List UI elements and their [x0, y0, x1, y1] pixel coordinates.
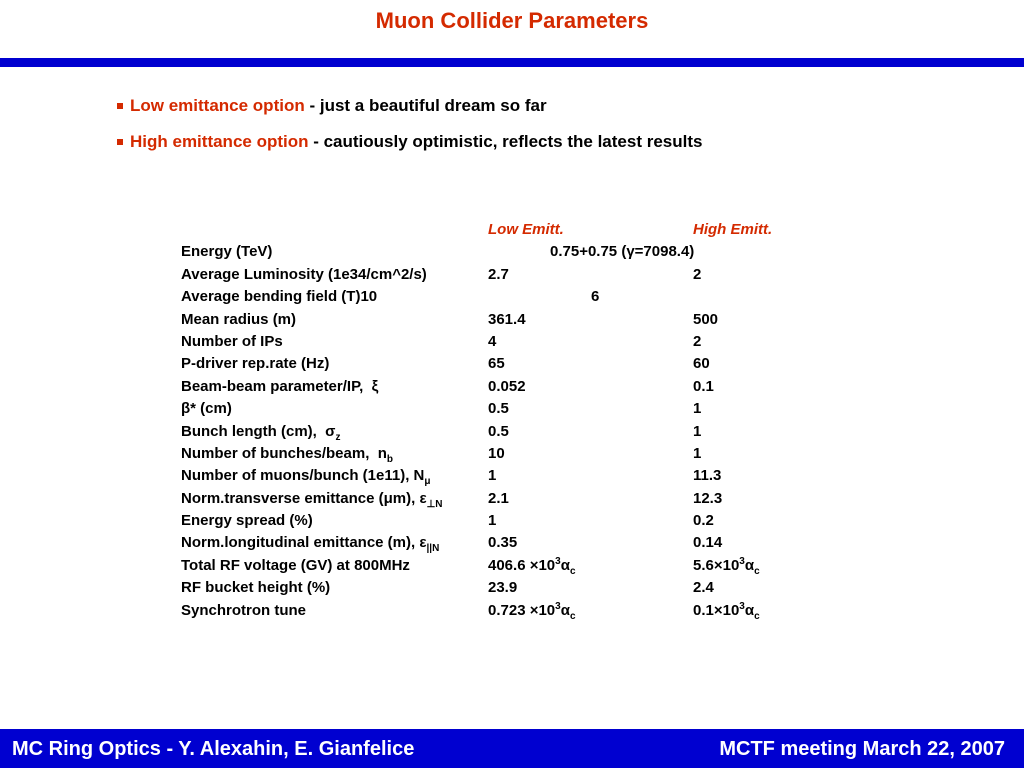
- bullet-text: - just a beautiful dream so far: [304, 96, 547, 115]
- param-value-low: 10: [488, 444, 505, 462]
- param-value-low: 1: [488, 467, 497, 485]
- param-label: [181, 443, 393, 465]
- top-rule: [0, 58, 1024, 67]
- value-text: 0.1×10: [693, 601, 740, 619]
- param-value-low: 4: [488, 332, 497, 350]
- param-value-low: 1: [488, 512, 497, 530]
- label-text: Beam-beam parameter/IP,: [181, 377, 372, 395]
- label-text: Number of bunches/beam, n: [181, 444, 387, 462]
- header-low-emittance: Low Emitt.: [488, 221, 564, 238]
- subscript: μ: [424, 476, 431, 488]
- gamma-symbol: γ: [626, 243, 635, 261]
- param-label: [181, 398, 232, 420]
- param-value-low: [488, 600, 576, 622]
- label-text: Norm.longitudinal emittance (m),: [181, 534, 420, 552]
- footer-meeting: MCTF meeting March 22, 2007: [719, 738, 1005, 760]
- param-value-low: 23.9: [488, 579, 518, 597]
- param-label: Total RF voltage (GV) at 800MHz: [181, 556, 410, 574]
- subscript: b: [386, 453, 393, 465]
- param-value-high: [693, 600, 760, 622]
- param-label: P-driver rep.rate (Hz): [181, 355, 330, 373]
- param-label: Synchrotron tune: [181, 601, 307, 619]
- param-label: Mean radius (m): [181, 310, 297, 328]
- param-value-low: 0.052: [488, 377, 526, 395]
- slide-title: Muon Collider Parameters: [375, 8, 649, 33]
- param-value-high: 0.1: [693, 377, 714, 395]
- param-value-low: 361.4: [488, 310, 526, 328]
- param-value-low: 0.5: [488, 400, 509, 418]
- param-label: Energy (TeV): [181, 243, 273, 261]
- bullet-square-icon: [117, 103, 123, 109]
- bullet-highlight: Low emittance option: [130, 96, 305, 115]
- param-value-shared: [550, 241, 694, 263]
- subscript: c: [569, 610, 576, 622]
- param-value-low: [488, 555, 576, 577]
- label-text: Number of muons/bunch (1e11), N: [181, 467, 425, 485]
- superscript: 3: [739, 600, 745, 612]
- alpha-symbol: α: [744, 556, 755, 574]
- subscript: c: [569, 565, 576, 577]
- label-text: m),: [392, 489, 420, 507]
- bullet-square-icon: [117, 139, 123, 145]
- subscript: ||N: [426, 543, 440, 555]
- sigma-symbol: σ: [325, 422, 336, 440]
- param-value-high: 1: [693, 422, 702, 440]
- value-text: 406.6 ×10: [488, 556, 556, 574]
- subscript: ⊥N: [426, 498, 443, 510]
- value-text: 0.75+0.75 (: [550, 243, 627, 261]
- param-value-low: 0.35: [488, 534, 518, 552]
- param-value-high: 500: [693, 310, 719, 328]
- param-label: RF bucket height (%): [181, 579, 331, 597]
- param-value-high: 2: [693, 332, 702, 350]
- alpha-symbol: α: [560, 556, 570, 574]
- param-label: Energy spread (%): [181, 512, 313, 530]
- bullet-high-emittance: [117, 132, 702, 168]
- param-value-high: 1: [693, 400, 702, 418]
- epsilon-symbol: ε: [419, 489, 427, 507]
- label-text: (cm): [196, 400, 232, 418]
- value-text: 5.6×10: [693, 556, 740, 574]
- subscript: c: [754, 610, 760, 622]
- superscript: 3: [739, 555, 745, 567]
- value-text: =7098.4): [634, 243, 695, 261]
- param-value-low: 2.1: [488, 489, 509, 507]
- param-label: [181, 465, 431, 487]
- param-value-high: 2: [693, 265, 702, 283]
- superscript: 3: [555, 600, 561, 612]
- alpha-symbol: α: [560, 601, 570, 619]
- value-text: 0.723 ×10: [488, 601, 556, 619]
- beta-star-symbol: β*: [181, 400, 196, 418]
- bullet-highlight: High emittance option: [130, 132, 309, 151]
- xi-symbol: ξ: [371, 377, 379, 395]
- bullet-list: [117, 96, 702, 168]
- mu-symbol: μ: [383, 489, 393, 507]
- epsilon-symbol: ε: [419, 534, 427, 552]
- subscript: c: [754, 565, 760, 577]
- param-value-low: 0.5: [488, 422, 509, 440]
- param-label: Average Luminosity (1e34/cm^2/s): [181, 265, 427, 283]
- param-label: Number of IPs: [181, 332, 283, 350]
- param-value-high: 1: [693, 444, 702, 462]
- param-value-low: 2.7: [488, 265, 509, 283]
- param-value-low: 65: [488, 355, 505, 373]
- label-text: Bunch length (cm),: [181, 422, 326, 440]
- bullet-text: - cautiously optimistic, reflects the latest results: [308, 132, 703, 151]
- param-value-high: [693, 555, 760, 577]
- header-high-emittance: High Emitt.: [693, 221, 773, 238]
- superscript: 3: [555, 555, 561, 567]
- footer-authors: MC Ring Optics - Y. Alexahin, E. Gianfelice: [12, 738, 415, 760]
- param-label: [181, 532, 439, 554]
- label-text: Norm.transverse emittance (: [181, 489, 384, 507]
- bullet-low-emittance: [117, 96, 702, 132]
- param-value-high: 11.3: [693, 467, 722, 485]
- param-value-high: 12.3: [693, 489, 723, 507]
- param-label: Average bending field (T)10: [181, 288, 378, 306]
- param-value-high: 0.2: [693, 512, 714, 530]
- param-label: [181, 421, 340, 443]
- param-value-high: 0.14: [693, 534, 723, 552]
- param-value-high: 60: [693, 355, 710, 373]
- param-value-shared: 6: [591, 288, 600, 306]
- alpha-symbol: α: [744, 601, 755, 619]
- subscript: z: [335, 431, 341, 443]
- param-label: [181, 376, 378, 398]
- param-value-high: 2.4: [693, 579, 714, 597]
- footer-bar: [0, 729, 1024, 768]
- param-label: [181, 488, 443, 510]
